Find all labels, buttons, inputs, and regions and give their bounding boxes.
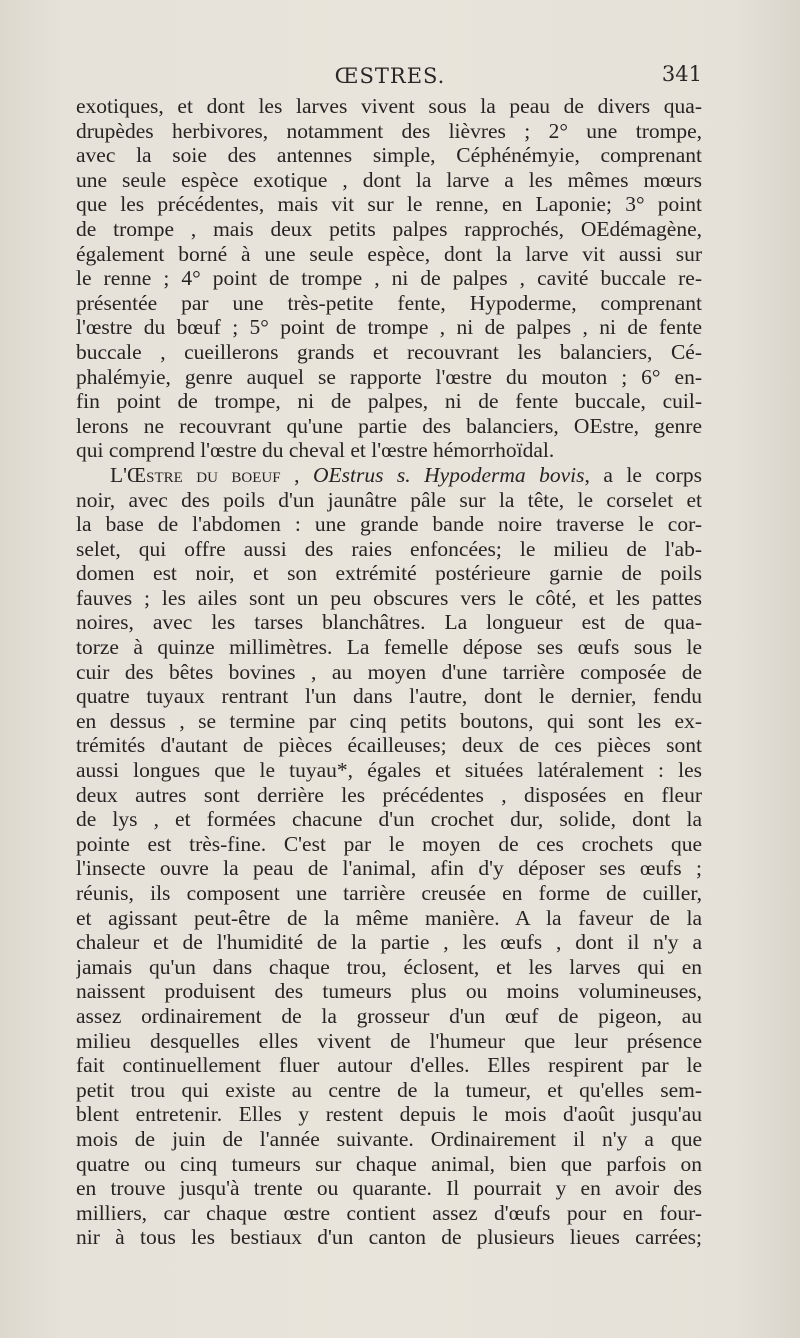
text-line: une seule espèce exotique , dont la larve a les mêmes mœurs [76, 167, 702, 192]
text-line: domen est noir, et son extrémité postérieure garnie de poils [76, 561, 702, 586]
text-line: drupèdes herbivores, notamment des lièvres ; 2° une trompe, [76, 118, 702, 143]
text-line: milliers, car chaque œstre contient assez d'œufs pour en four- [76, 1200, 702, 1225]
section-heading-line [76, 463, 702, 488]
text-line: torze à quinze millimètres. La femelle dépose ses œufs sous le [76, 635, 702, 660]
text-line: lerons ne recouvrant qu'une partie des balanciers, OEstre, genre [76, 413, 702, 438]
text-line: mois de juin de l'année suivante. Ordinairement il n'y a que [76, 1126, 702, 1151]
page-number: 341 [661, 62, 702, 86]
page-header [76, 62, 704, 92]
text-line: cuir des bêtes bovines , au moyen d'une tarrière composée de [76, 659, 702, 684]
text-line: blent entretenir. Elles y restent depuis le mois d'août jusqu'au [76, 1102, 702, 1127]
text-line: en dessus , se termine par cinq petits boutons, qui sont les ex- [76, 708, 702, 733]
text-line: quatre ou cinq tumeurs sur chaque animal, bien que parfois on [76, 1151, 702, 1176]
text-line: exotiques, et dont les larves vivent sous la peau de divers qua- [76, 94, 702, 118]
latin-name: OEstrus s. Hypoderma bovis [312, 462, 585, 487]
text-line: trémités d'autant de pièces écailleuses; deux de ces pièces sont [76, 733, 702, 758]
text-line: que les précédentes, mais vit sur le renne, en Laponie; 3° point [76, 192, 702, 217]
text-line: buccale , cueillerons grands et recouvrant les balanciers, Cé- [76, 339, 702, 364]
text-line: avec la soie des antennes simple, Céphénémyie, comprenant [76, 143, 702, 168]
text-line: de trompe , mais deux petits palpes rapprochés, OEdémagène, [76, 216, 702, 241]
text-line: fauves ; les ailes sont un peu obscures vers le côté, et les pattes [76, 585, 702, 610]
text-line: quatre tuyaux rentrant l'un dans l'autre, dont le dernier, fendu [76, 684, 702, 709]
text-line: de lys , et formées chacune d'un crochet dur, solide, dont la [76, 807, 702, 832]
text-line: noires, avec les tarses blanchâtres. La longueur est de qua- [76, 610, 702, 635]
text-line: présentée par une très-petite fente, Hypoderme, comprenant [76, 290, 702, 315]
text-line: la base de l'abdomen : une grande bande noire traverse le cor- [76, 512, 702, 537]
text-line: petit trou qui existe au centre de la tumeur, et qu'elles sem- [76, 1077, 702, 1102]
text-line: fin point de trompe, ni de palpes, ni de fente buccale, cuil- [76, 389, 702, 414]
running-title: ŒSTRES. [334, 64, 446, 88]
heading-separator: , [280, 462, 313, 487]
text-line: noir, avec des poils d'un jaunâtre pâle sur la tête, le corselet et [76, 487, 702, 512]
text-line: et agissant peut-être de la même manière. A la faveur de la [76, 905, 702, 930]
text-line: naissent produisent des tumeurs plus ou moins volumineuses, [76, 979, 702, 1004]
text-line: qui comprend l'œstre du cheval et l'œstre hémorrhoïdal. [76, 438, 555, 463]
text-line: selet, qui offre aussi des raies enfoncées; le milieu de l'ab- [76, 536, 702, 561]
text-line: phalémyie, genre auquel se rapporte l'œstre du mouton ; 6° en- [76, 364, 702, 389]
text-line: aussi longues que le tuyau*, égales et situées latéralement : les [76, 758, 702, 783]
heading-line-rest: , a le corps [584, 462, 702, 487]
body-text [76, 94, 702, 1250]
text-line: le renne ; 4° point de trompe , ni de palpes , cavité buccale re- [76, 266, 702, 291]
text-line: milieu desquelles elles vivent de l'humeur que leur présence [76, 1028, 702, 1053]
text-line: réunis, ils composent une tarrière creusée en forme de cuiller, [76, 881, 702, 905]
text-line: l'insecte ouvre la peau de l'animal, afin d'y déposer ses œufs ; [76, 856, 702, 881]
text-line: chaleur et de l'humidité de la partie , les œufs , dont il n'y a [76, 930, 702, 955]
text-line: pointe est très-fine. C'est par le moyen de ces crochets que [76, 831, 702, 856]
text-line: deux autres sont derrière les précédentes , disposées en fleur [76, 782, 702, 807]
text-line: également borné à une seule espèce, dont la larve vit aussi sur [76, 241, 702, 266]
text-line: l'œstre du bœuf ; 5° point de trompe , ni de palpes , ni de fente [76, 315, 702, 340]
text-line: nir à tous les bestiaux d'un canton de plusieurs lieues carrées; [76, 1225, 702, 1250]
text-line: jamais qu'un dans chaque trou, éclosent, et les larves qui en [76, 954, 702, 979]
text-line: assez ordinairement de la grosseur d'un œuf de pigeon, au [76, 1003, 702, 1028]
text-line: en trouve jusqu'à trente ou quarante. Il pourrait y en avoir des [76, 1176, 702, 1201]
section-heading: L'Œstre du boeuf [110, 462, 281, 487]
text-line: fait continuellement fluer autour d'elles. Elles respirent par le [76, 1053, 702, 1078]
